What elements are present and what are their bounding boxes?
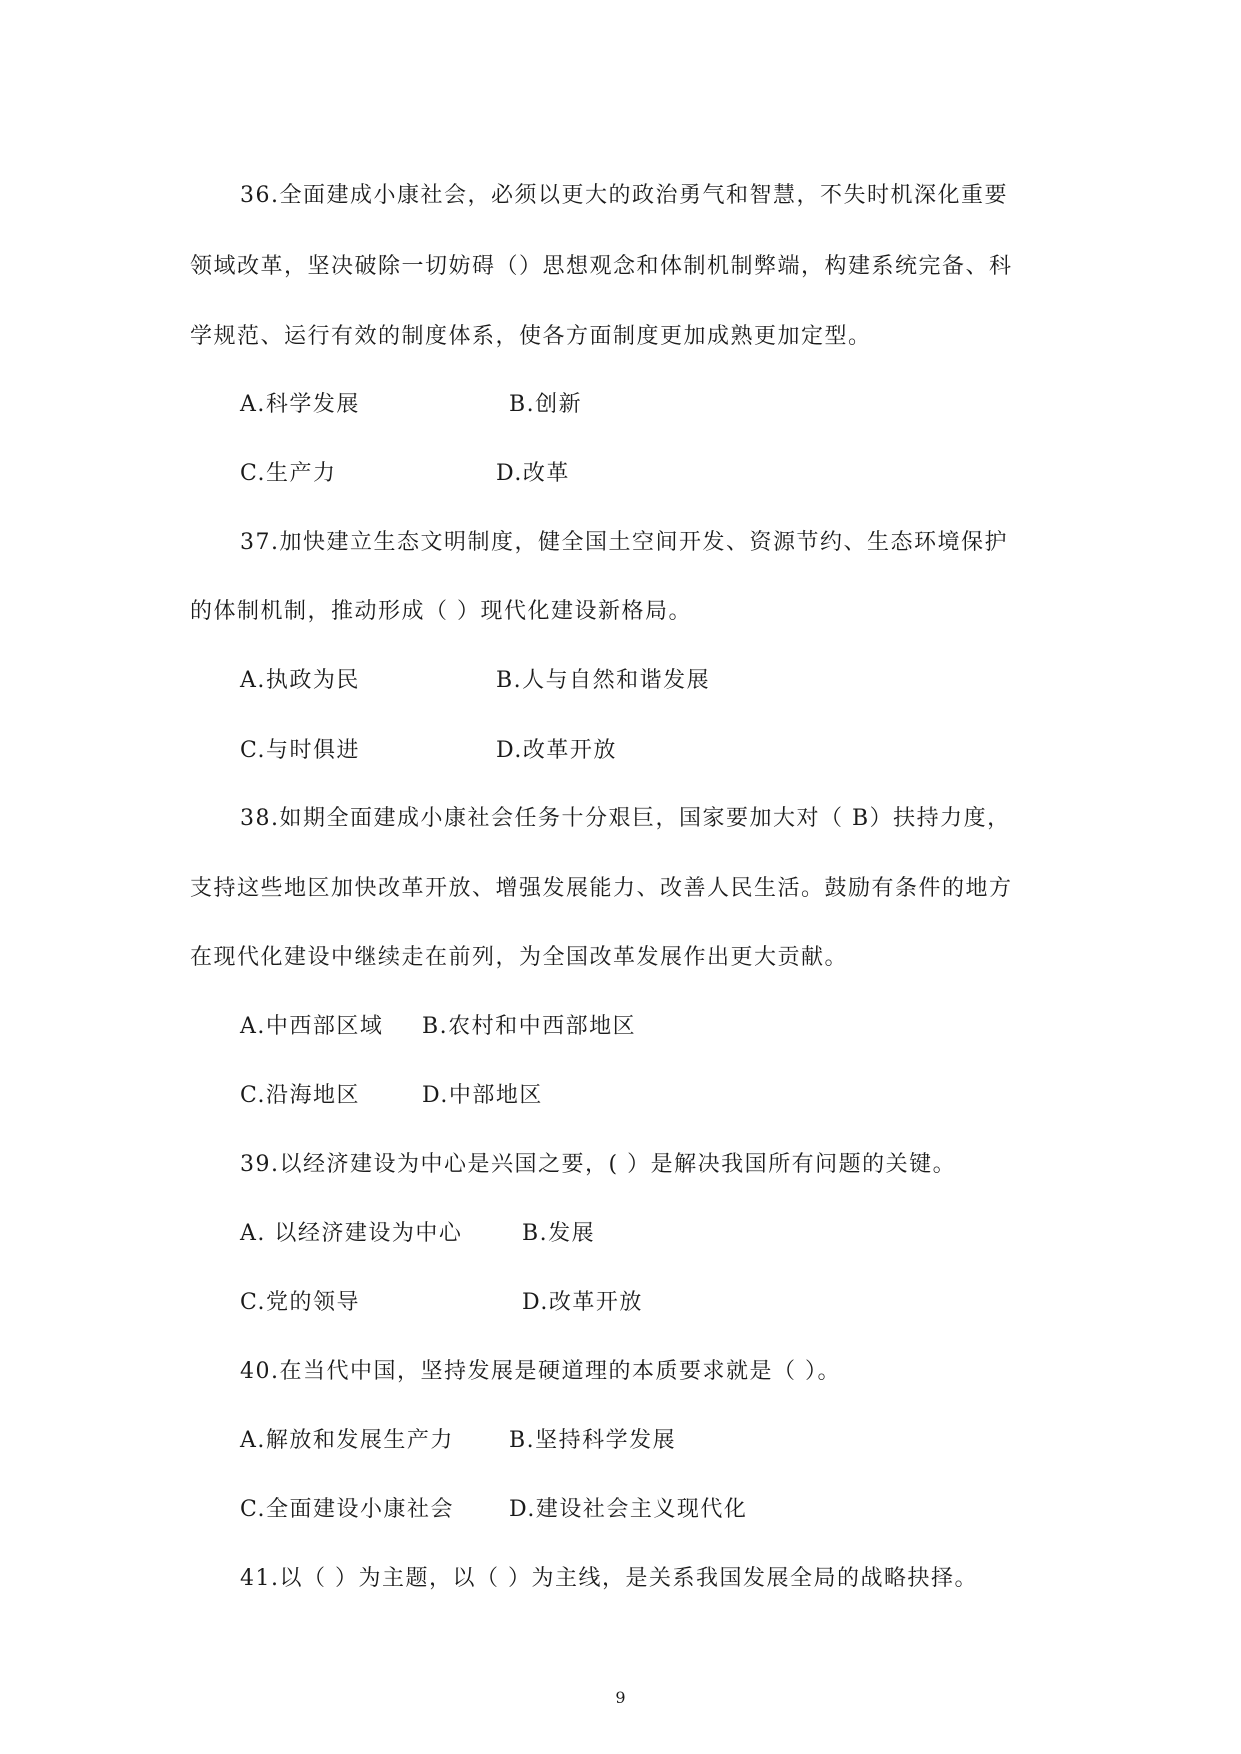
q38-option-a: A.中西部区域 — [240, 1014, 384, 1039]
q37-option-c: C.与时俱进 — [240, 738, 361, 763]
page-number: 9 — [615, 1688, 626, 1707]
q39-option-d: D.改革开放 — [522, 1290, 643, 1315]
q37-line-1: 37.加快建立生态文明制度，健全国土空间开发、资源节约、生态环境保护 — [240, 530, 1008, 555]
q40-option-a: A.解放和发展生产力 — [240, 1428, 454, 1453]
q37-option-b: B.人与自然和谐发展 — [496, 668, 711, 693]
q36-option-d: D.改革 — [496, 461, 570, 486]
q37-option-a: A.执政为民 — [240, 668, 360, 693]
q39-option-a: A. 以经济建设为中心 — [240, 1221, 463, 1246]
q38-line-3: 在现代化建设中继续走在前列，为全国改革发展作出更大贡献。 — [190, 945, 849, 970]
q38-option-c: C.沿海地区 — [240, 1083, 361, 1108]
q39-option-c: C.党的领导 — [240, 1290, 361, 1315]
q40-option-c: C.全面建设小康社会 — [240, 1497, 455, 1522]
q39-line-1: 39.以经济建设为中心是兴国之要，( ）是解决我国所有问题的关键。 — [240, 1152, 957, 1177]
q37-option-d: D.改革开放 — [496, 738, 617, 763]
q36-option-a: A.科学发展 — [240, 392, 360, 417]
q41-line-1: 41.以（ ）为主题，以（ ）为主线，是关系我国发展全局的战略抉择。 — [240, 1566, 978, 1591]
q37-line-2: 的体制机制，推动形成（ ）现代化建设新格局。 — [190, 599, 692, 624]
q40-option-d: D.建设社会主义现代化 — [509, 1497, 748, 1522]
q38-line-2: 支持这些地区加快改革开放、增强发展能力、改善人民生活。鼓励有条件的地方 — [190, 876, 1013, 901]
q40-option-b: B.坚持科学发展 — [509, 1428, 677, 1453]
q38-option-b: B.农村和中西部地区 — [422, 1014, 637, 1039]
q38-line-1: 38.如期全面建成小康社会任务十分艰巨，国家要加大对（ B）扶持力度， — [240, 806, 1011, 831]
q36-option-c: C.生产力 — [240, 461, 337, 486]
q36-line-2: 领域改革，坚决破除一切妨碍（）思想观念和体制机制弊端，构建系统完备、科 — [190, 254, 1013, 279]
q40-line-1: 40.在当代中国，坚持发展是硬道理的本质要求就是（ ）。 — [240, 1359, 841, 1384]
q36-line-3: 学规范、运行有效的制度体系，使各方面制度更加成熟更加定型。 — [190, 324, 872, 349]
q36-line-1: 36.全面建成小康社会，必须以更大的政治勇气和智慧，不失时机深化重要 — [240, 183, 1008, 208]
q39-option-b: B.发展 — [522, 1221, 596, 1246]
q36-option-b: B.创新 — [509, 392, 583, 417]
q38-option-d: D.中部地区 — [422, 1083, 543, 1108]
